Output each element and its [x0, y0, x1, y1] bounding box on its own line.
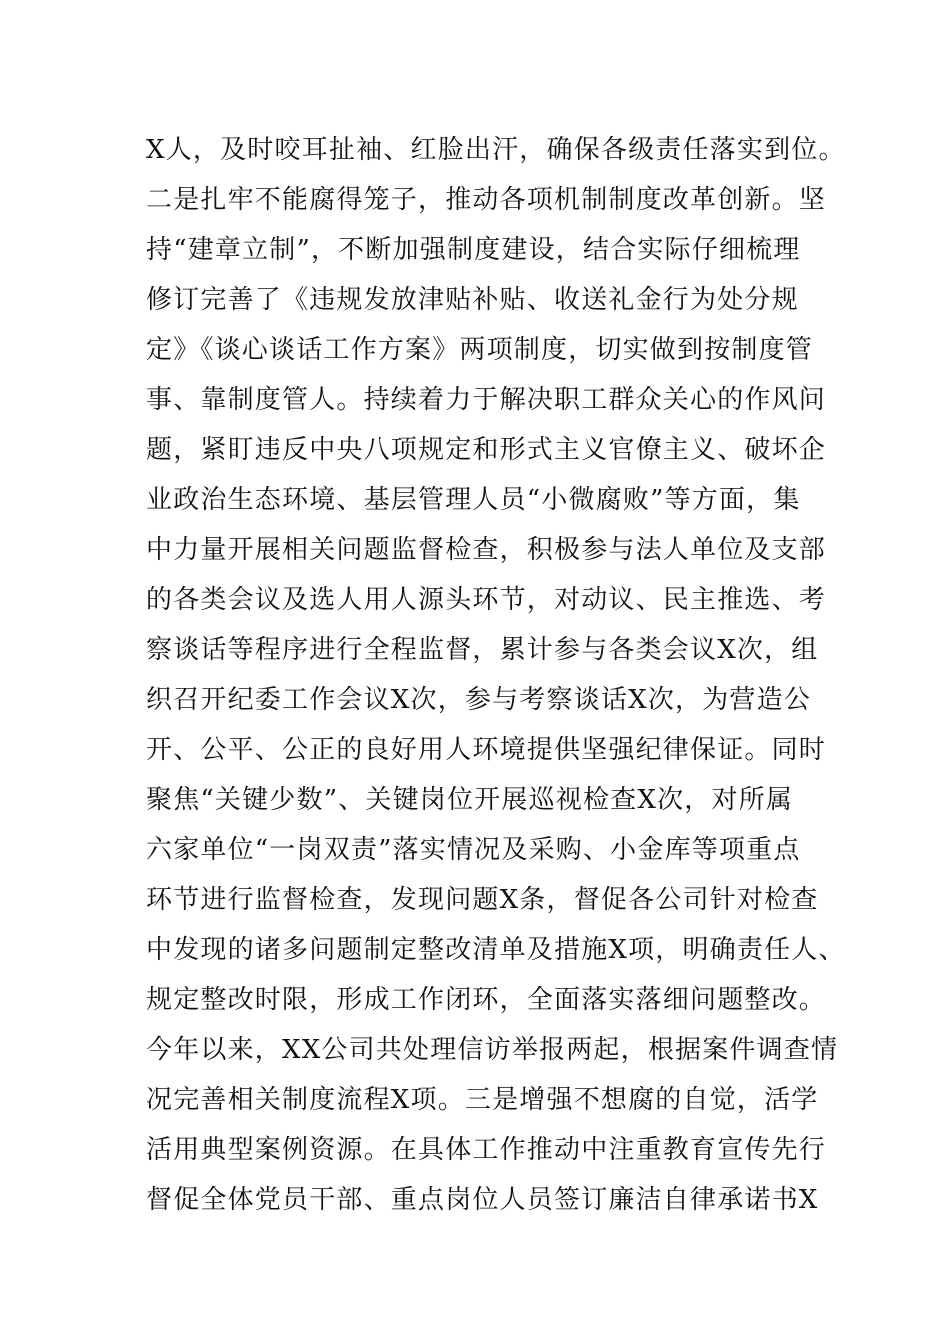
text-line: 督促全体党员干部、重点岗位人员签订廉洁自律承诺书X	[146, 1185, 819, 1215]
text-line: 业政治生态环境、基层管理人员“小微腐败”等方面，集	[146, 485, 801, 515]
text-line: 察谈话等程序进行全程监督，累计参与各类会议X次，组	[146, 635, 819, 665]
text-line: 定》《谈心谈话工作方案》两项制度，切实做到按制度管	[146, 335, 814, 365]
text-line: 持“建章立制”，不断加强制度建设，结合实际仔细梳理	[146, 235, 801, 265]
text-line: 题，紧盯违反中央八项规定和形式主义官僚主义、破坏企	[146, 435, 827, 465]
text-line: 况完善相关制度流程X项。三是增强不想腐的自觉，活学	[146, 1085, 819, 1115]
text-line: 环节进行监督检查，发现问题X条，督促各公司针对检查	[146, 885, 819, 915]
text-line: 二是扎牢不能腐得笼子，推动各项机制制度改革创新。坚	[146, 185, 827, 215]
text-line: 中力量开展相关问题监督检查，积极参与法人单位及支部	[146, 535, 827, 565]
text-line: 事、靠制度管人。持续着力于解决职工群众关心的作风问	[146, 385, 827, 415]
text-line: 修订完善了《违规发放津贴补贴、收送礼金行为处分规	[146, 285, 799, 315]
text-line: 聚焦“关键少数”、关键岗位开展巡视检查X次，对所属	[146, 785, 794, 815]
text-line: 活用典型案例资源。在具体工作推动中注重教育宣传先行	[146, 1135, 827, 1165]
text-line: 织召开纪委工作会议X次，参与考察谈话X次，为营造公	[146, 685, 812, 715]
text-line: 今年以来，XX公司共处理信访举报两起，根据案件调查情	[146, 1035, 839, 1065]
text-line: 的各类会议及选人用人源头环节，对动议、民主推选、考	[146, 585, 827, 615]
text-line: 规定整改时限，形成工作闭环，全面落实落细问题整改。	[146, 985, 827, 1015]
text-line: 开、公平、公正的良好用人环境提供坚强纪律保证。同时	[146, 735, 827, 765]
text-line: 中发现的诸多问题制定整改清单及措施X项，明确责任人、	[146, 935, 846, 965]
text-line: X人，及时咬耳扯袖、红脸出汗，确保各级责任落实到位。	[146, 135, 846, 165]
text-line: 六家单位“一岗双责”落实情况及采购、小金库等项重点	[146, 835, 801, 865]
